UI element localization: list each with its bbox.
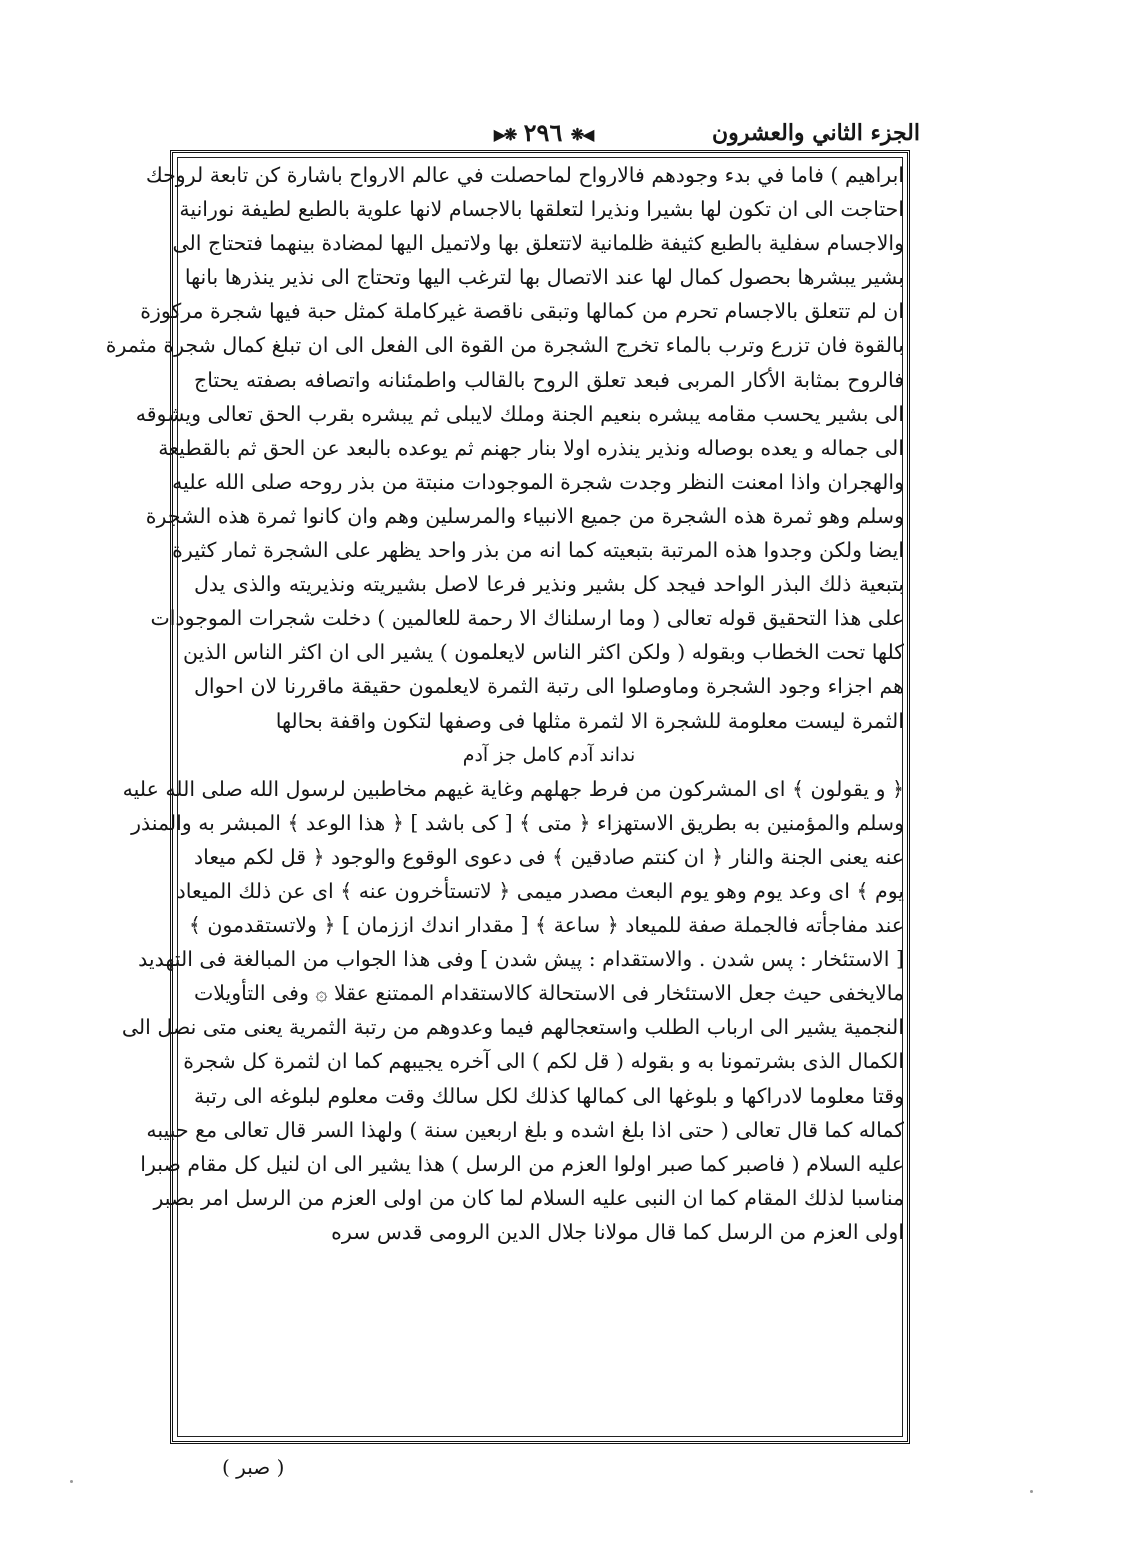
text-line: وسلم وهو ثمرة هذه الشجرة من جميع الانبياء والمرسلين وهم وان كانوا ثمرة هذه الشجرة [145,503,904,528]
text-line: الى بشير يحسب مقامه يبشره بنعيم الجنة وملك لايبلى ثم يبشره بقرب الحق تعالى ويشوقه [135,401,904,426]
page-number [458,118,628,147]
body-text [105,158,904,1249]
text-line: مناسبا لذلك المقام كما ان النبى عليه السلام لما كان من اولى العزم من الرسل امر بصبر [153,1185,904,1210]
running-header [168,118,920,152]
text-line: كماله كما قال تعالى ( حتى اذا بلغ اشده و بلغ اربعين سنة ) ولهذا السر قال تعالى مع حبيبه [146,1117,904,1142]
text-line: عليه السلام ( فاصبر كما صبر اولوا العزم من الرسل ) هذا يشير الى ان لنيل كل مقام صبرا [140,1151,904,1176]
text-line: اولى العزم من الرسل كما قال مولانا جلال الدين الرومى قدس سره [331,1219,904,1244]
text-line: على هذا التحقيق قوله تعالى ( وما ارسلناك الا رحمة للعالمين ) دخلت شجرات الموجودات [150,606,904,631]
text-line: والاجسام سفلية بالطبع كثيفة ظلمانية لاتتعلق بها ولاتميل اليها لمضادة بينهما فتحتاج الى [172,231,904,256]
scan-speck [70,1480,73,1483]
header-title: الجزء الثاني والعشرون [711,120,920,146]
text-line: بتبعية ذلك البذر الواحد فيجد كل بشير ونذير فرعا لاصل بشيريته ونذيريته والذى يدل [194,572,904,597]
text-line: [ الاستئخار : پس شدن . والاستقدام : پيش شدن ] وفى هذا الجواب من المبالغة فى التهديد [138,947,904,972]
text-line: الكمال الذى بشرتمونا به و بقوله ( قل لكم ) الى آخره يجيبهم كما ان لثمرة كل شجرة [183,1049,904,1074]
text-line: هم اجزاء وجود الشجرة وماوصلوا الى رتبة الثمرة لايعلمون حقيقة ماقررنا لان احوال [194,674,904,699]
text-line: بالقوة فان تزرع وترب بالماء تخرج الشجرة من القوة الى الفعل الى ان تبلغ كمال شجرة مثمرة [105,333,904,358]
text-line: كلها تحت الخطاب وبقوله ( ولكن اكثر الناس لايعلمون ) يشير الى ان اكثر الناس الذين [182,640,904,665]
text-line: عنه يعنى الجنة والنار ﴿ ان كنتم صادقين ﴾ فى دعوى الوقوع والوجود ﴿ قل لكم ميعاد [194,844,904,869]
text-line: وقتا معلوما لادراكها و بلوغها الى كمالها كذلك لكل سالك وقت معلوم لبلوغه الى رتبة [194,1083,904,1108]
text-line: احتاجت الى ان تكون لها بشيرا ونذيرا لتعلقها بالاجسام لانها علوية بالطبع لطيفة نورانية [179,197,904,222]
text-line: ابراهيم ) فاما في بدء وجودهم فالارواح لماحصلت في عالم الارواح باشارة كن تابعة لروحك [145,163,904,187]
text-line: عند مفاجأته فالجملة صفة للميعاد ﴿ ساعة ﴾ [ مقدار اندك اززمان ] ﴿ ولاتستقدمون ﴾ [188,913,904,938]
catchword: ( صبر ) [222,1455,285,1479]
text-line: ايضا ولكن وجدوا هذه المرتبة بتبعيته كما انه من بذر واحد يظهر على الشجرة ثمار كثيرة [172,538,904,563]
text-line: وسلم والمؤمنين به بطريق الاستهزاء ﴿ متى ﴾ [ كى باشد ] ﴿ هذا الوعد ﴾ المبشر به والمنذر [131,810,904,835]
verse-line: نداند آدم كامل جز آدم [462,743,636,766]
scan-speck [1030,1490,1033,1493]
page-number-value: ٢٩٦ [523,118,563,147]
text-line: مالايخفى حيث جعل الاستئخار فى الاستحالة كالاستقدام الممتنع عقلا ۞ وفى التأويلات [194,981,904,1006]
text-line: والهجران واذا امعنت النظر وجدت شجرة الموجودات منبتة من بذر روحه صلى الله عليه [172,469,904,494]
text-line: النجمية يشير الى ارباب الطلب واستعجالهم فيما وعدوهم من رتبة الثمرية يعنى متى نصل الى [121,1015,904,1040]
text-line: ﴿ و يقولون ﴾ اى المشركون من فرط جهلهم وغاية غيهم مخاطبين لرسول الله صلى الله عليه [122,776,904,801]
text-line: فالروح بمثابة الأكار المربى فبعد تعلق الروح بالقالب واطمئنانه واتصافه بصفته يحتاج [194,367,904,392]
text-line: ان لم تتعلق بالاجسام تحرم من كمالها وتبقى ناقصة غيركاملة كمثل حبة فيها شجرة مركوزة [140,299,904,324]
text-line: يوم ﴾ اى وعد يوم وهو يوم البعث مصدر ميمى ﴿ لاتستأخرون عنه ﴾ اى عن ذلك الميعاد [176,878,904,903]
text-line: الثمرة ليست معلومة للشجرة الا لثمرة مثلها فى وصفها لتكون واقفة بحالها [275,708,904,733]
text-line: الى جماله و يعده بوصاله ونذير ينذره اولا بنار جهنم ثم يوعده بالبعد عن الحق ثم بالقطيعة [158,435,904,460]
ornament-right-icon: ❋▶ [493,125,516,144]
text-line: بشير يبشرها بحصول كمال لها عند الاتصال بها لترغب اليها وتحتاج الى نذير ينذرها بانها [184,265,904,290]
ornament-left-icon: ◀❋ [570,125,593,144]
